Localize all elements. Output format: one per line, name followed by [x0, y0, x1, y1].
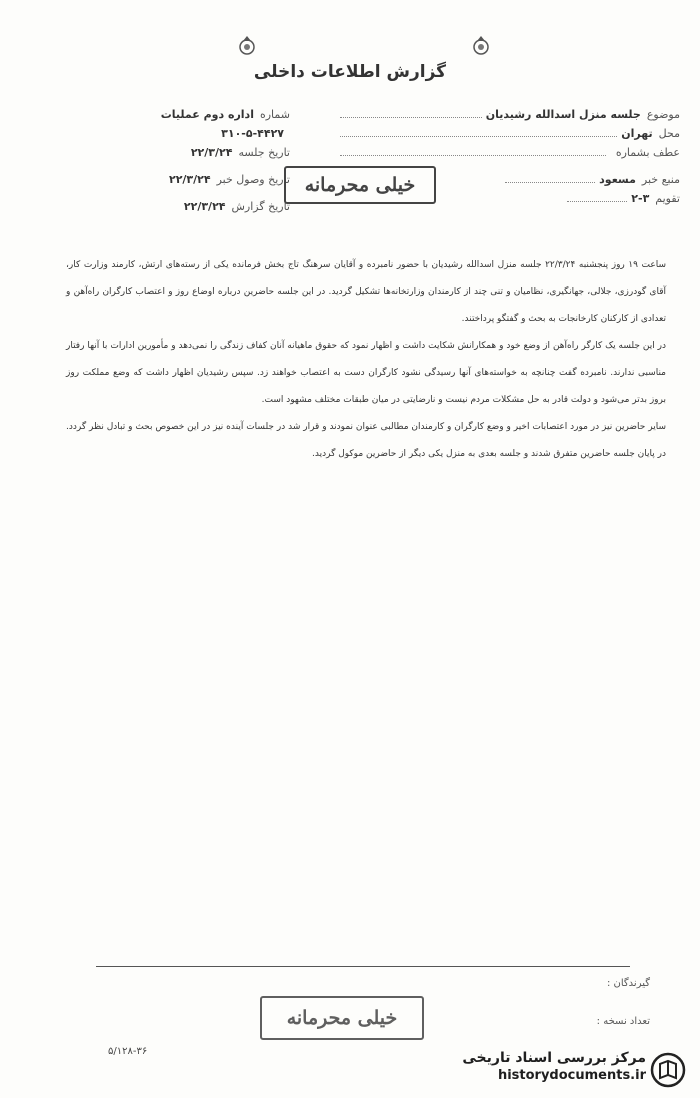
- body-paragraph: ساعت ۱۹ روز پنجشنبه ۲۲/۳/۲۴ جلسه منزل اسدالله رشیدیان با حضور نامبرده و آقایان سرهنگ تاج بخش فرمانده یکی از رسته‌های ارتش، کارمند وزارت کار، آقای گودرزی، جلالی، جهانگیری، نظامیان و تنی چند از کارمندان وزارتخانه‌ها تشکیل گردید. در این جلسه حاضرین درباره اوضاع روز و اعتصاب کارگران راه‌آهن و تعدادی از کارکنان کارخانجات به بحث و گفتگو پرداختند.: [66, 260, 666, 324]
- meta-value: ۳۱۰-۵-۴۴۲۷: [221, 127, 284, 140]
- body-paragraph: سایر حاضرین نیز در مورد اعتصابات اخیر و وضع کارگران و کارمندان مطالبی عنوان نمودند و قرار شد در جلسات آینده نیز در این خصوص بحث و تبادل نظر گردد. در پایان جلسه حاضرین متفرق شدند و جلسه بعدی به منزل یکی دیگر از حاضرین موکول گردید.: [66, 422, 666, 459]
- document-number: ۵/۱۲۸-۳۶: [108, 1046, 148, 1057]
- meta-label: منبع خبر: [641, 173, 680, 186]
- emblem-icon: [236, 34, 258, 56]
- meta-value: ۲۲/۳/۲۴: [168, 173, 211, 186]
- brand-url: historydocuments.ir: [497, 1068, 646, 1083]
- meta-meeting-date-row: [100, 143, 290, 162]
- meta-receipt-date-row: [100, 170, 290, 189]
- meta-reference-row: [340, 143, 680, 162]
- meta-value: ۲-۳: [631, 192, 650, 205]
- classification-stamp: خیلی محرمانه: [284, 166, 436, 204]
- brand-logo-icon: [650, 1052, 686, 1088]
- meta-label: تاریخ وصول خبر: [216, 173, 290, 186]
- classification-stamp-bottom: خیلی محرمانه: [260, 996, 424, 1040]
- brand-name: مرکز بررسی اسناد تاریخی: [462, 1050, 646, 1066]
- meta-value: اداره دوم عملیات: [160, 108, 254, 121]
- brand-text: [462, 1050, 646, 1083]
- meta-label: موضوع: [646, 108, 680, 121]
- meta-value: مسعود: [599, 173, 636, 186]
- meta-label: تاریخ گزارش: [231, 200, 290, 213]
- recipients-label: گیرندگان :: [606, 978, 650, 989]
- report-title: گزارش اطلاعات داخلی: [253, 62, 447, 82]
- meta-label: محل: [658, 127, 680, 140]
- meta-label: شماره: [259, 108, 290, 121]
- meta-label: تاریخ جلسه: [238, 146, 290, 159]
- meta-report-date-row: [100, 197, 290, 216]
- emblem-icon: [470, 34, 492, 56]
- meta-label: عطف بشماره: [615, 146, 680, 159]
- meta-subject-row: [340, 105, 680, 124]
- meta-value: ۲۲/۳/۲۴: [190, 146, 233, 159]
- meta-left-block: [100, 105, 290, 216]
- footer-divider: [96, 966, 630, 967]
- meta-place-row: [340, 124, 680, 143]
- meta-value: جلسه منزل اسدالله رشیدیان: [485, 108, 641, 121]
- meta-number-row: [100, 105, 290, 124]
- report-body: [66, 252, 666, 468]
- watermark-brand: [418, 1050, 690, 1090]
- meta-code-row: [100, 124, 290, 143]
- meta-value: تهران: [621, 127, 653, 140]
- copies-label: تعداد نسخه :: [596, 1016, 650, 1027]
- meta-value: ۲۲/۳/۲۴: [183, 200, 226, 213]
- meta-label: تقویم: [655, 192, 680, 205]
- body-paragraph: در این جلسه یک کارگر راه‌آهن از وضع خود و همکارانش شکایت داشت و اظهار نمود که حقوق ماهیانه آنان کفاف زندگی را نمی‌دهد و مأمورین ادارات با آنها رفتار مناسبی ندارند. نامبرده گفت چنانچه به خواسته‌های آنها رسیدگی نشود کارگران دست به اعتصاب خواهند زد. سپس رشیدیان اظهار داشت که وضع مملکت روز بروز بدتر می‌شود و دولت قادر به حل مشکلات مردم نیست و نارضایتی در میان طبقات مختلف مشهود است.: [66, 341, 666, 405]
